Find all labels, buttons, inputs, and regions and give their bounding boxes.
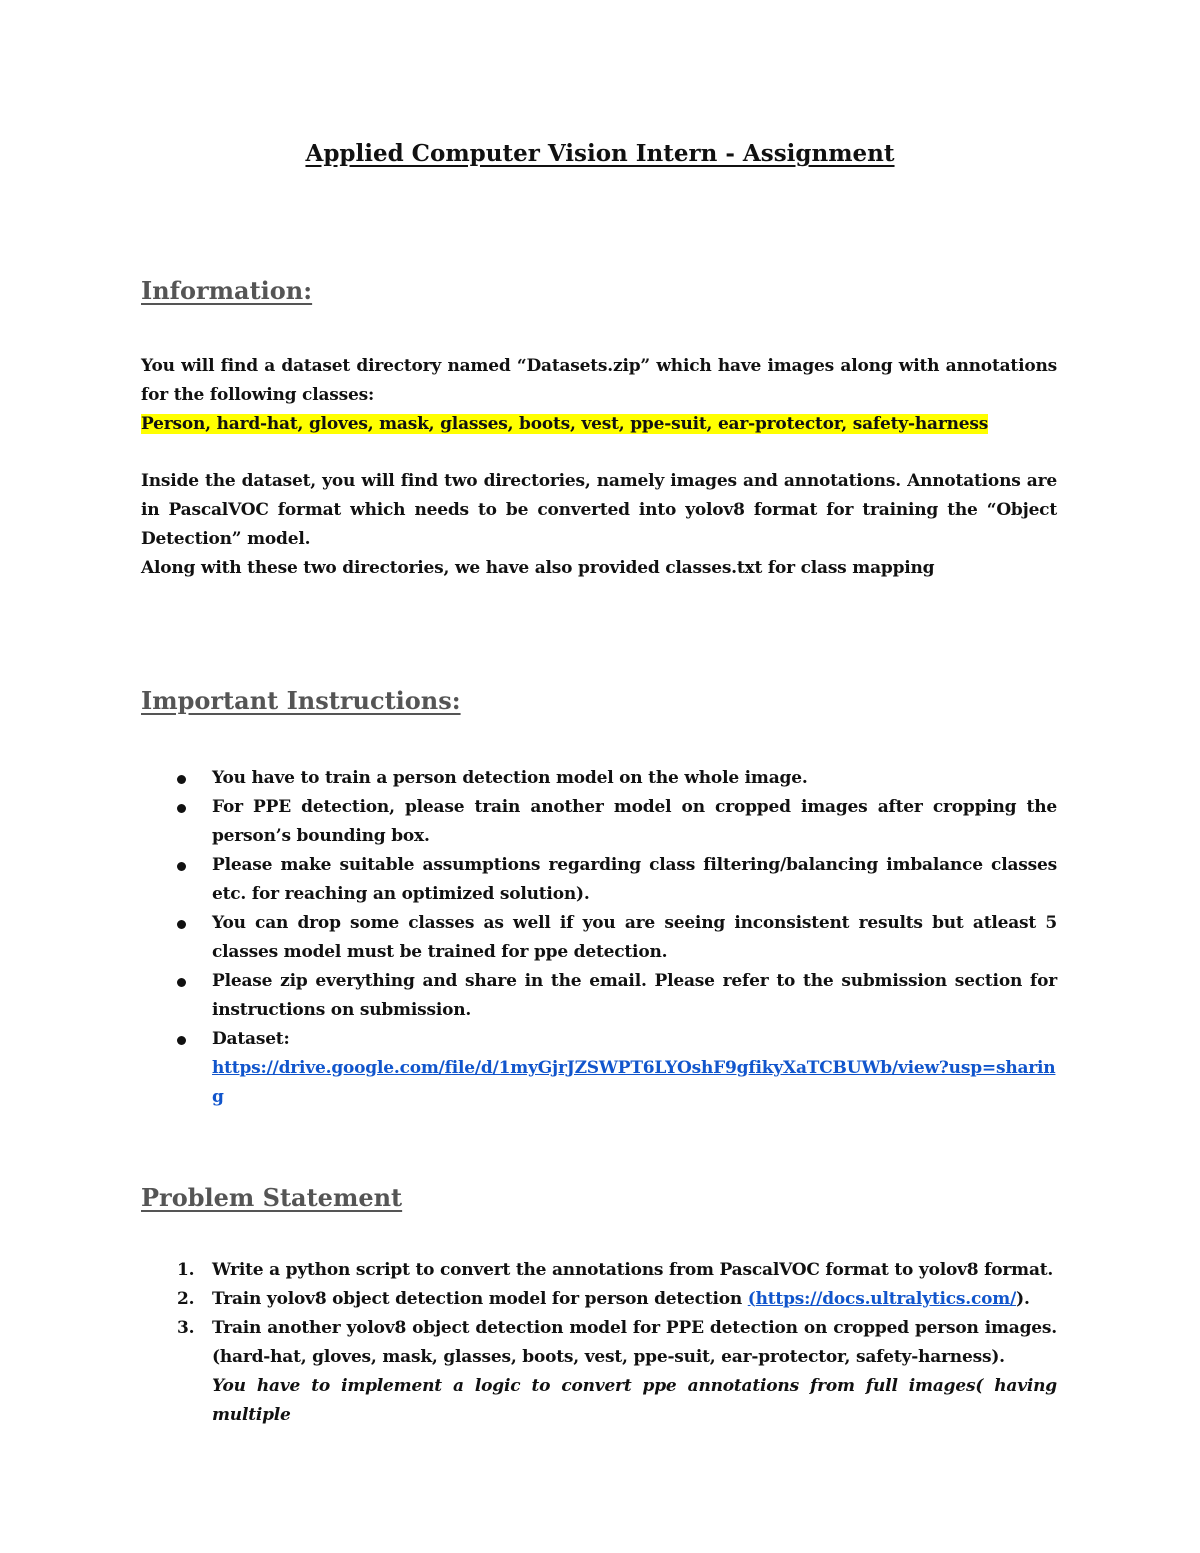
instruction-text: You have to train a person detection model on the whole image. <box>212 768 808 788</box>
instruction-text: Please zip everything and share in the email. Please refer to the submission section for instructions on submission. <box>212 971 1057 1020</box>
problem-text: Train yolov8 object detection model for person detection <box>212 1289 748 1309</box>
list-item <box>141 851 1057 909</box>
problem-list <box>141 1256 1057 1430</box>
list-number: 3. <box>177 1318 195 1338</box>
information-details <box>141 467 1057 583</box>
dataset-label: Dataset: <box>212 1029 290 1049</box>
list-number: 1. <box>177 1260 195 1280</box>
link-open-paren: ( <box>747 1289 756 1309</box>
problem-italic-text: You have to implement a logic to convert ppe annotations from full images( having multiple <box>212 1376 1057 1425</box>
list-item <box>141 764 1057 793</box>
instructions-list <box>141 764 1057 1112</box>
bullet-icon <box>177 978 186 987</box>
problem-text: Write a python script to convert the annotations from PascalVOC format to yolov8 format. <box>212 1260 1054 1280</box>
bullet-icon <box>177 804 186 813</box>
page-title: Applied Computer Vision Intern - Assignment <box>305 140 895 167</box>
bullet-icon <box>177 862 186 871</box>
dataset-link[interactable]: https://drive.google.com/file/d/1myGjrJZSWPT6LYOshF9gfikyXaTCBUWb/view?usp=sharing <box>212 1058 1056 1107</box>
instruction-text: For PPE detection, please train another model on cropped images after cropping the person’s bounding box. <box>212 797 1057 846</box>
list-item <box>141 909 1057 967</box>
instructions-heading: Important Instructions: <box>141 686 461 715</box>
problem-text: Train another yolov8 object detection model for PPE detection on cropped person images. (hard-hat, gloves, mask, glasses, boots, vest, ppe-suit, ear-protector, safety-harness). <box>212 1318 1057 1367</box>
problem-heading: Problem Statement <box>141 1183 403 1212</box>
link-close-paren: ). <box>1016 1289 1030 1309</box>
ultralytics-link[interactable]: https://docs.ultralytics.com/ <box>755 1289 1017 1309</box>
list-item <box>141 1314 1057 1430</box>
list-item <box>141 1256 1057 1285</box>
information-details-text: Inside the dataset, you will find two directories, namely images and annotations. Annotations are in PascalVOC format which needs to be converted into yolov8 format for training the “Object Detection” model. <box>141 471 1057 549</box>
bullet-icon <box>177 1036 186 1045</box>
instruction-text: You can drop some classes as well if you are seeing inconsistent results but atleast 5 classes model must be trained for ppe detection. <box>212 913 1057 962</box>
list-item <box>141 1285 1057 1314</box>
classes-highlight: Person, hard-hat, gloves, mask, glasses, boots, vest, ppe-suit, ear-protector, safety-harness <box>141 414 989 434</box>
information-mapping-text: Along with these two directories, we have also provided classes.txt for class mapping <box>141 558 935 578</box>
information-heading: Information: <box>141 276 313 305</box>
information-intro <box>141 352 1057 439</box>
instruction-text: Please make suitable assumptions regarding class filtering/balancing imbalance classes etc. for reaching an optimized solution). <box>212 855 1057 904</box>
information-intro-text: You will find a dataset directory named “Datasets.zip” which have images along with annotations for the following classes: <box>141 356 1057 405</box>
list-number: 2. <box>177 1289 195 1309</box>
bullet-icon <box>177 775 186 784</box>
list-item <box>141 1025 1057 1112</box>
list-item <box>141 967 1057 1025</box>
bullet-icon <box>177 920 186 929</box>
list-item <box>141 793 1057 851</box>
